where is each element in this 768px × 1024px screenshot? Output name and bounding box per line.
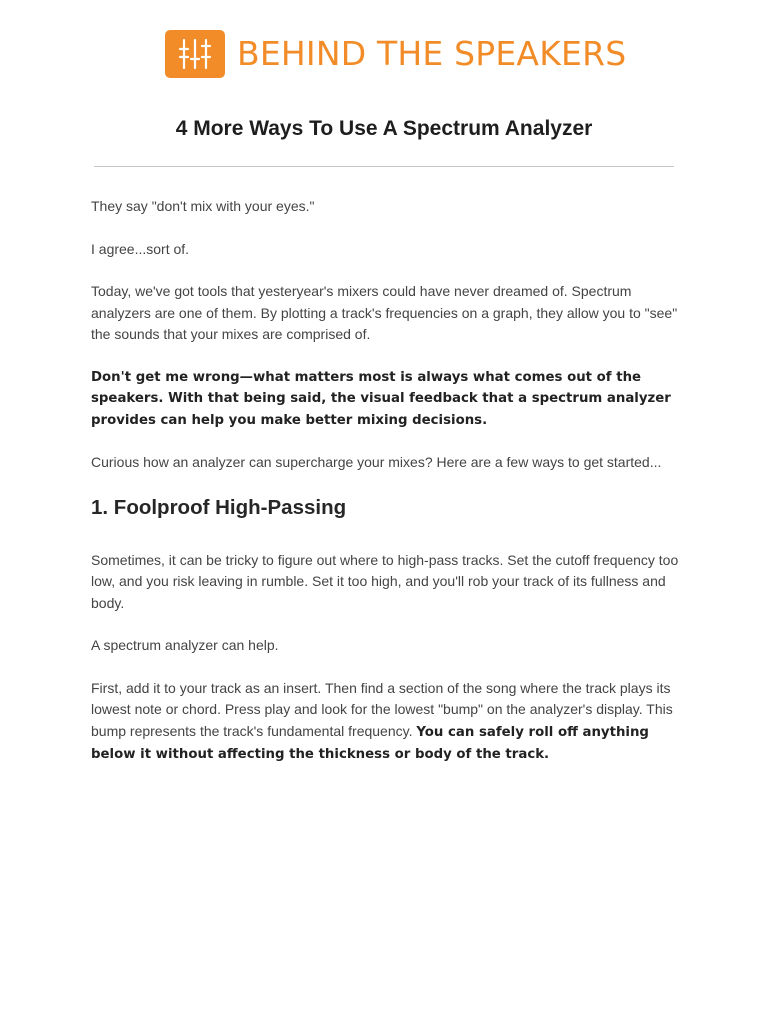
article-body	[91, 196, 691, 787]
document-title: 4 More Ways To Use A Spectrum Analyzer	[175, 117, 593, 140]
logo-badge	[165, 30, 225, 78]
paragraph-intro-1: They say "don't mix with your eyes."	[91, 198, 315, 214]
site-header	[165, 30, 626, 78]
section-paragraph-3-text: First, add it to your track as an insert. Then find a section of the song where the track plays its lowest note or chord. Press play and look for the lowest "bump" on the analyzer's display. This bump represents the track's fundamental frequency.	[91, 679, 673, 739]
section-paragraph-3-emphasis: You can safely roll off anything below it without affecting the thickness or body of the track.	[91, 724, 649, 762]
paragraph-intro-2: I agree...sort of.	[91, 240, 190, 257]
logo-wordmark: BEHIND THE SPEAKERS	[237, 34, 627, 73]
section-paragraph-2: A spectrum analyzer can help.	[91, 637, 279, 653]
mixer-faders-icon	[175, 37, 215, 71]
paragraph-intro-3: Today, we've got tools that yesteryear's mixers could have never dreamed of. Spectrum analyzers are one of them. By plotting a track's frequencies on a graph, they allow you to "see" the sounds that your mixes are comprised of.	[91, 283, 678, 342]
section-paragraph-3	[91, 678, 691, 766]
section-paragraph-1: Sometimes, it can be tricky to figure out where to high-pass tracks. Set the cutoff frequency too low, and you risk leaving in rumble. Set it too high, and you'll rob your track of its fullness and body.	[91, 551, 679, 611]
title-divider	[94, 166, 674, 167]
paragraph-bold-callout: Don't get me wrong—what matters most is always what comes out of the speakers. With that being said, the visual feedback that a spectrum analyzer provides can help you make better mixing decisions.	[91, 369, 671, 428]
section-heading-high-passing: 1. Foolproof High-Passing	[91, 495, 347, 519]
paragraph-intro-5: Curious how an analyzer can supercharge your mixes? Here are a few ways to get started...	[91, 454, 662, 470]
